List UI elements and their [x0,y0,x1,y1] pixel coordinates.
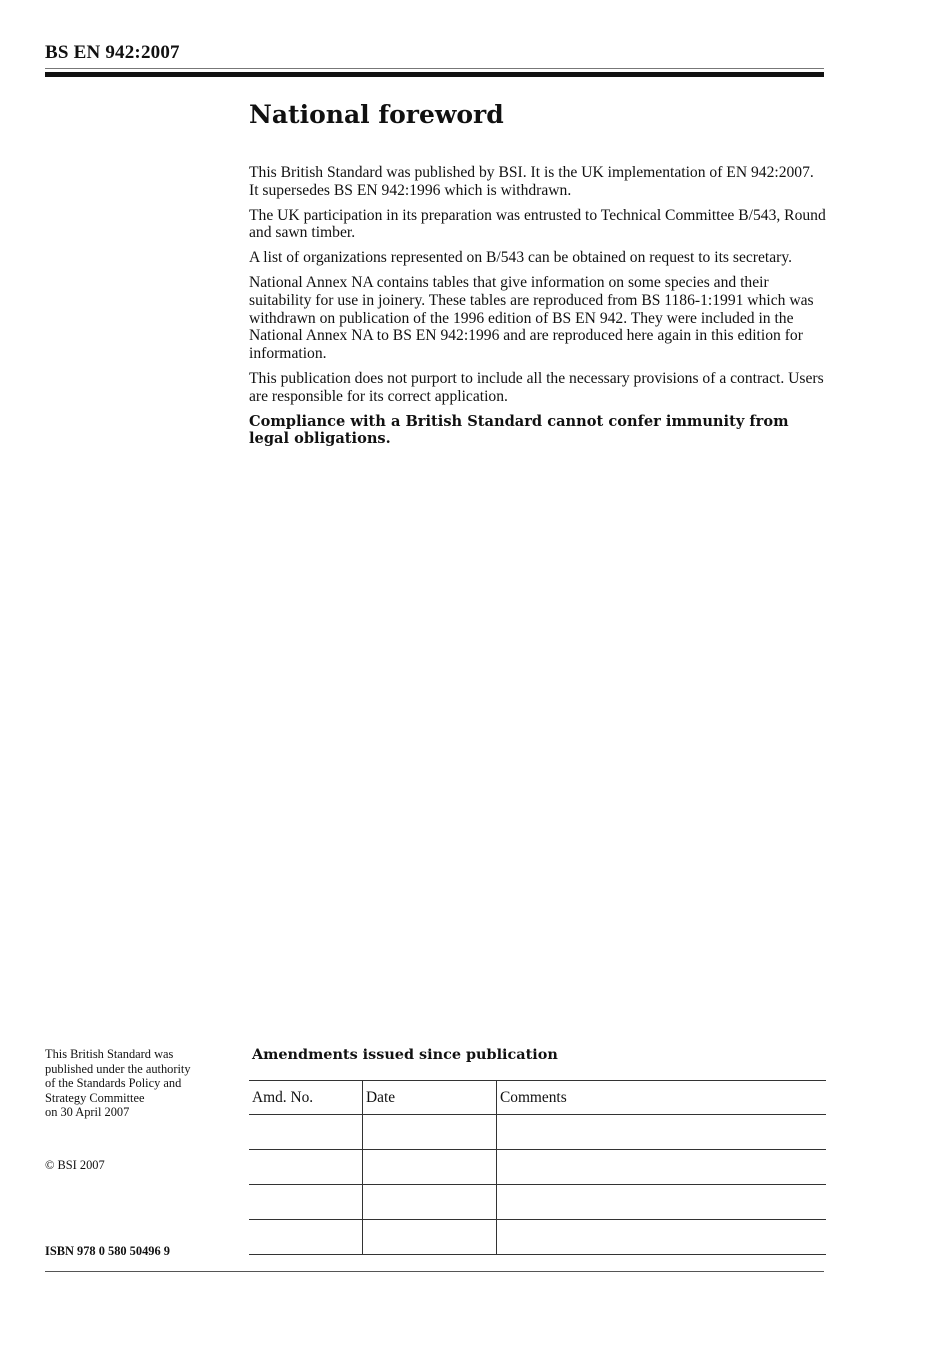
table-cell [249,1185,363,1220]
column-header-amd-no: Amd. No. [249,1081,363,1115]
table-row [249,1185,826,1220]
table-cell [363,1185,497,1220]
table-cell [249,1220,363,1255]
copyright-notice: © BSI 2007 [45,1158,105,1172]
amendments-title: Amendments issued since publication [252,1046,558,1063]
table-cell [363,1115,497,1150]
table-row [249,1220,826,1255]
amendments-table [249,1080,826,1255]
authority-line: published under the authority [45,1061,191,1076]
header-rule-thin [45,68,824,69]
authority-line: on 30 April 2007 [45,1105,130,1120]
column-header-date: Date [363,1081,497,1115]
compliance-note: Compliance with a British Standard cannot confer immunity from legal obligations. [249,412,789,448]
paragraph: This British Standard was published by BSI. It is the UK implementation of EN 942:2007. It supersedes BS EN 942:1996 which is withdrawn. [249,164,814,199]
table-cell [497,1150,827,1185]
table-cell [363,1220,497,1255]
authority-line: of the Standards Policy and [45,1076,182,1091]
page-title: National foreword [249,100,504,129]
paragraph: This publication does not purport to include all the necessary provisions of a contract. Users are responsible for its correct application. [249,369,824,405]
isbn: ISBN 978 0 580 50496 9 [45,1244,170,1258]
paragraph: A list of organizations represented on B/543 can be obtained on request to its secretary. [249,249,793,267]
table-cell [497,1185,827,1220]
footer-rule [45,1271,824,1272]
paragraph: The UK participation in its preparation was entrusted to Technical Committee B/543, Round and sawn timber. [249,206,826,242]
table-row [249,1150,826,1185]
table-cell [497,1115,827,1150]
publication-authority-note [45,1047,245,1120]
foreword-body [249,164,827,455]
authority-line: Strategy Committee [45,1090,145,1105]
table-header-row [249,1081,826,1115]
table-cell [249,1150,363,1185]
table-row [249,1115,826,1150]
column-header-comments: Comments [497,1081,827,1115]
table-cell [249,1115,363,1150]
table-cell [363,1150,497,1185]
paragraph: National Annex NA contains tables that give information on some species and their suitability for use in joinery. These tables are reproduced from BS 1186-1:1991 which was withdrawn on publication of the 1996 edition of BS EN 942. They were included in the National Annex NA to BS EN 942:1996 and are reproduced here again in this edition for information. [249,274,814,362]
authority-line: This British Standard was [45,1047,174,1061]
header-rule-thick [45,72,824,77]
table-cell [497,1220,827,1255]
document-id-header: BS EN 942:2007 [45,42,180,63]
